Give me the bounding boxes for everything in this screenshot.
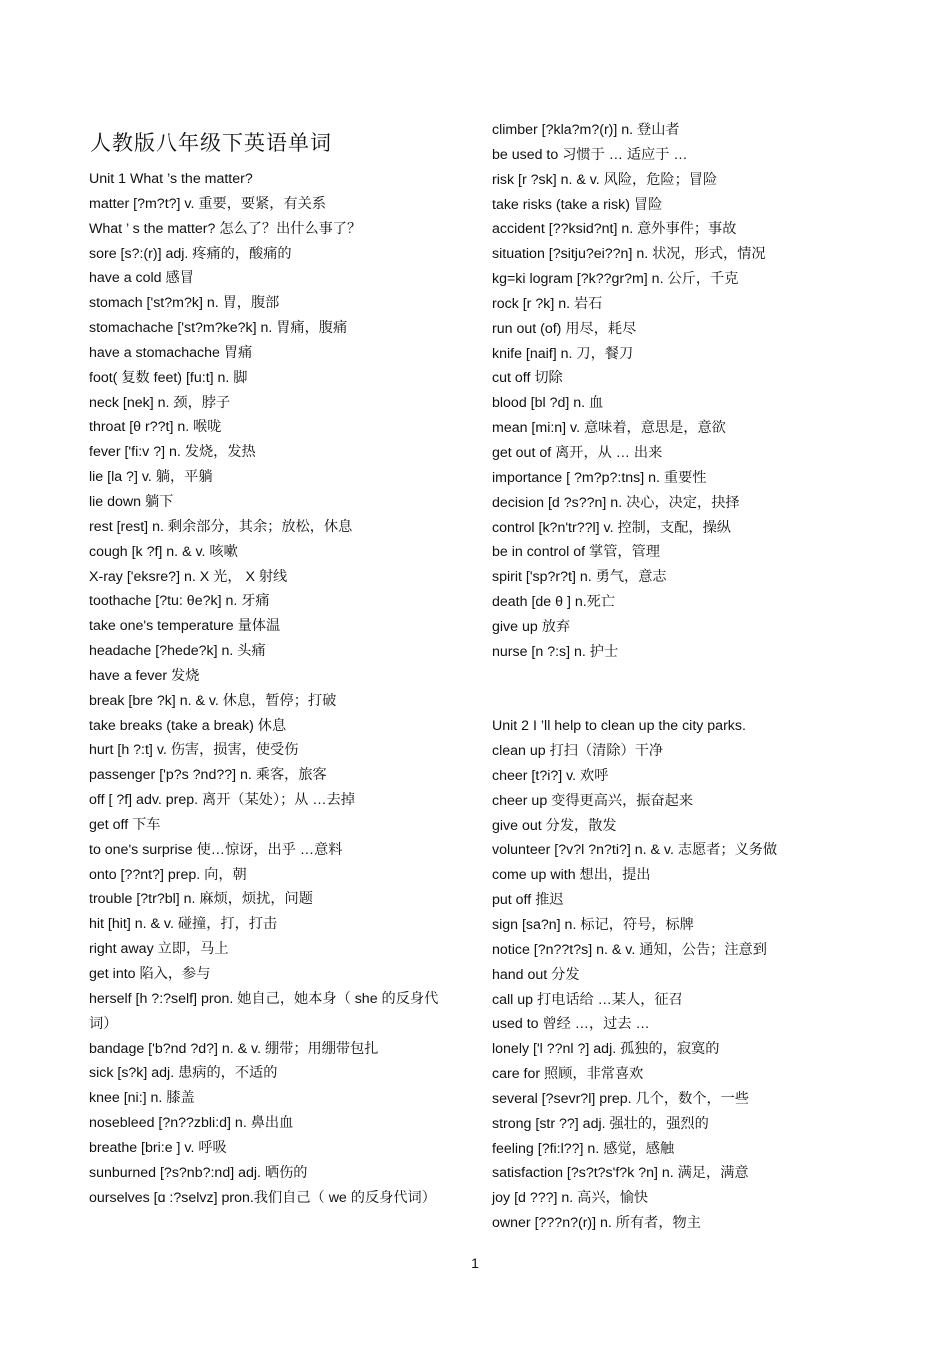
vocab-entry: joy [d ???] n. 高兴，愉快	[492, 1190, 649, 1207]
vocab-entry: get into 陷入，参与	[89, 966, 211, 982]
vocab-entry: accident [??ksid?nt] n. 意外事件；事故	[492, 221, 737, 238]
vocab-entry: be in control of 掌管，管理	[492, 544, 660, 561]
vocab-entry: blood [bl ?d] n. 血	[492, 395, 604, 412]
vocab-entry: strong [str ??] adj. 强壮的，强烈的	[492, 1115, 709, 1132]
vocab-entry: cheer [t?i?] v. 欢呼	[492, 767, 609, 784]
spacer	[492, 665, 892, 690]
vocab-entry: passenger ['p?s ?nd??] n. 乘客，旅客	[89, 767, 327, 784]
spacer	[492, 689, 892, 714]
vocab-entry: get out of 离开，从 … 出来	[492, 444, 663, 461]
page-number: 1	[471, 1255, 479, 1271]
vocab-entry: take breaks (take a break) 休息	[89, 717, 287, 734]
vocab-entry: clean up 打扫（清除）干净	[492, 743, 664, 760]
vocab-entry: hurt [h ?:t] v. 伤害，损害，使受伤	[89, 742, 299, 759]
vocab-entry: notice [?n??t?s] n. & v. 通知，公告；注意到	[492, 941, 767, 958]
vocab-entry: rest [rest] n. 剩余部分，其余；放松，休息	[89, 518, 353, 535]
vocab-entry: break [bre ?k] n. & v. 休息，暂停；打破	[89, 692, 337, 709]
vocab-entry: lie down 躺下	[89, 493, 174, 510]
vocab-entry: sunburned [?s?nb?:nd] adj. 晒伤的	[89, 1164, 308, 1181]
vocab-entry: volunteer [?v?l ?n?ti?] n. & v. 志愿者；义务做	[492, 842, 778, 859]
vocab-entry: nosebleed [?n??zbli:d] n. 鼻出血	[89, 1115, 294, 1132]
vocab-entry: stomach ['st?m?k] n. 胃，腹部	[89, 295, 280, 312]
vocab-entry: owner [???n?(r)] n. 所有者，物主	[492, 1215, 701, 1232]
vocab-entry: sick [s?k] adj. 患病的，不适的	[89, 1065, 278, 1082]
vocab-entry: several [?sevr?l] prep. 几个，数个，一些	[492, 1090, 750, 1107]
vocab-entry: breathe [bri:e ] v. 呼吸	[89, 1139, 227, 1156]
vocab-entry: lie [la ?] v. 躺，平躺	[89, 469, 213, 486]
vocab-entry: X-ray ['eksre?] n. X 光， X 射线	[89, 568, 288, 585]
vocab-entry: cough [k ?f] n. & v. 咳嗽	[89, 543, 238, 560]
vocab-entry: mean [mi:n] v. 意味着，意思是，意欲	[492, 420, 726, 437]
vocab-entry: nurse [n ?:s] n. 护士	[492, 643, 619, 660]
vocab-entry: kg=ki logram [?k??gr?m] n. 公斤，千克	[492, 271, 739, 288]
vocab-entry: sore [s?:(r)] adj. 疼痛的，酸痛的	[89, 245, 292, 262]
vocab-entry: throat [θ r??t] n. 喉咙	[89, 419, 222, 436]
vocab-entry: onto [??nt?] prep. 向，朝	[89, 866, 247, 883]
vocab-entry: get off 下车	[89, 816, 161, 833]
vocab-entry: knee [ni:] n. 膝盖	[89, 1090, 195, 1107]
vocab-entry: have a cold 感冒	[89, 270, 194, 287]
vocab-entry: care for 照顾，非常喜欢	[492, 1066, 644, 1083]
unit-heading: Unit 2 I ’ll help to clean up the city parks.	[492, 718, 746, 735]
vocab-entry: run out (of) 用尽，耗尽	[492, 320, 637, 337]
vocab-entry: stomachache ['st?m?ke?k] n. 胃痛，腹痛	[89, 320, 348, 337]
vocab-entry: trouble [?tr?bl] n. 麻烦，烦扰，问题	[89, 891, 313, 908]
vocab-entry: to one's surprise 使…惊讶，出乎 …意料	[89, 841, 343, 858]
vocab-entry: feeling [?fi:l??] n. 感觉，感触	[492, 1140, 675, 1157]
vocab-entry: bandage ['b?nd ?d?] n. & v. 绷带；用绷带包扎	[89, 1040, 379, 1057]
vocab-entry: importance [ ?m?p?:tns] n. 重要性	[492, 469, 707, 486]
vocab-entry: What ’ s the matter? 怎么了？出什么事了？	[89, 220, 362, 237]
vocab-entry: risk [r ?sk] n. & v. 风险，危险；冒险	[492, 171, 718, 188]
vocab-entry: toothache [?tu: θe?k] n. 牙痛	[89, 593, 270, 610]
vocab-entry: rock [r ?k] n. 岩石	[492, 295, 603, 312]
vocab-entry: off [ ?f] adv. prep. 离开（某处）；从 …去掉	[89, 792, 355, 809]
page-title: 人教版八年级下英语单词	[90, 131, 332, 155]
vocab-entry: satisfaction [?s?t?s'f?k ?n] n. 满足，满意	[492, 1165, 749, 1182]
vocab-entry: lonely ['l ??nl ?] adj. 孤独的，寂寞的	[492, 1041, 720, 1058]
vocab-entry: ourselves [ɑ :?selvz] pron.我们自己（ we 的反身代词）	[89, 1189, 436, 1206]
vocab-entry: sign [sa?n] n. 标记，符号，标牌	[492, 917, 694, 933]
vocab-entry: take risks (take a risk) 冒险	[492, 196, 663, 213]
vocab-entry: decision [d ?s??n] n. 决心，决定，抉择	[492, 494, 740, 511]
vocab-entry: call up 打电话给 …某人，征召	[492, 991, 683, 1008]
vocab-entry: spirit ['sp?r?t] n. 勇气，意志	[492, 569, 667, 586]
vocab-entry: right away 立即，马上	[89, 941, 229, 958]
vocab-entry: cheer up 变得更高兴，振奋起来	[492, 792, 694, 809]
vocab-entry: hit [hit] n. & v. 碰撞，打，打击	[89, 916, 278, 933]
vocab-entry: cut off 切除	[492, 370, 563, 387]
vocab-entry: headache [?hede?k] n. 头痛	[89, 643, 266, 660]
vocab-entry: herself [h ?:?self] pron. 她自己，她本身（ she 的反身代词）	[89, 990, 439, 1032]
vocab-entry: have a fever 发烧	[89, 667, 200, 684]
right-vocab-column	[492, 118, 892, 1236]
vocab-entry: put off 推迟	[492, 892, 564, 909]
vocab-entry: have a stomachache 胃痛	[89, 344, 253, 361]
vocab-entry: give out 分发，散发	[492, 817, 617, 834]
vocab-entry: control [k?n'tr??l] v. 控制，支配，操纵	[492, 519, 731, 536]
vocab-entry: fever ['fi:v ?] n. 发烧，发热	[89, 444, 256, 461]
vocab-entry: be used to 习惯于 … 适应于 …	[492, 146, 688, 163]
vocab-entry: situation [?sitju?ei??n] n. 状况，形式，情况	[492, 246, 766, 263]
vocab-entry: knife [naif] n. 刀，餐刀	[492, 345, 634, 362]
vocab-entry: climber [?kla?m?(r)] n. 登山者	[492, 122, 680, 138]
left-vocab-column	[89, 167, 489, 1210]
vocab-entry: death [de θ ] n.死亡	[492, 594, 616, 611]
vocab-entry: take one's temperature 量体温	[89, 618, 281, 635]
vocab-entry: hand out 分发	[492, 966, 580, 983]
vocab-entry: used to 曾经 …，过去 …	[492, 1016, 650, 1033]
vocab-entry: matter [?m?t?] v. 重要，要紧，有关系	[89, 195, 327, 212]
vocab-entry: foot( 复数 feet) [fu:t] n. 脚	[89, 369, 248, 386]
vocab-entry: neck [nek] n. 颈，脖子	[89, 394, 231, 411]
unit-heading: Unit 1 What ’s the matter?	[89, 171, 253, 187]
vocab-entry: come up with 想出，提出	[492, 867, 651, 884]
vocab-entry: give up 放弃	[492, 618, 571, 635]
